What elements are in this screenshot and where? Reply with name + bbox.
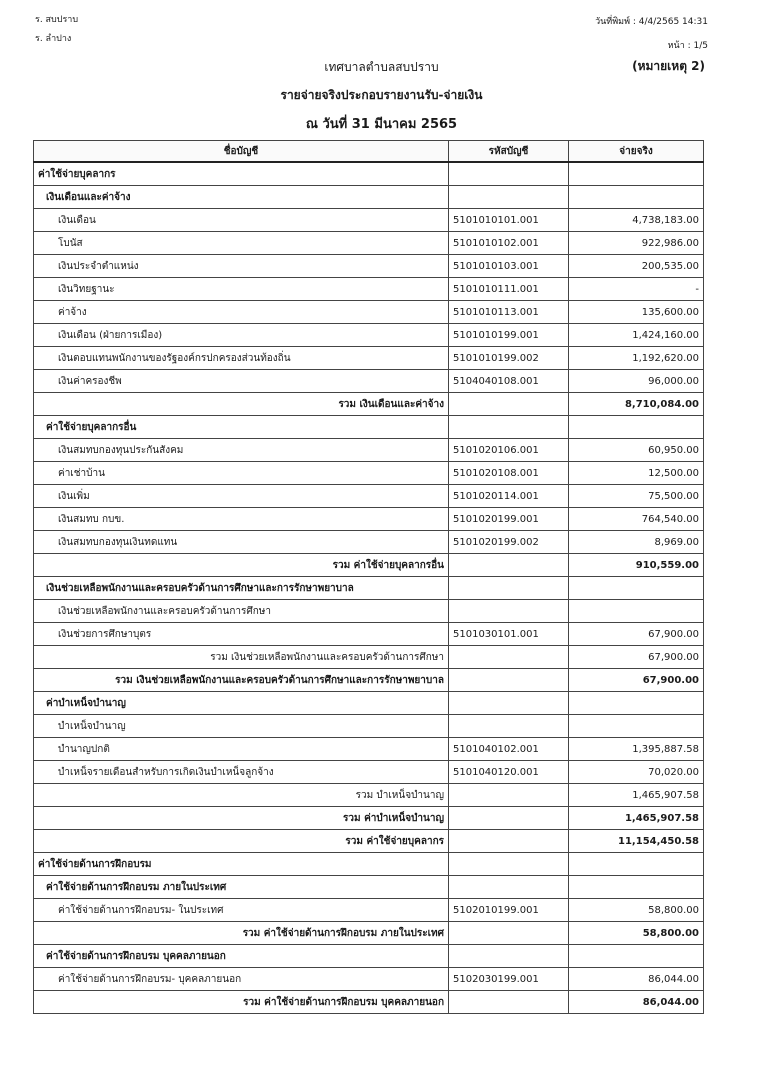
note-label: (หมายเหตุ 2) <box>632 59 705 73</box>
account-code: 5101040102.001 <box>449 738 569 761</box>
account-code: 5101010111.001 <box>449 278 569 301</box>
table-row-item <box>34 761 704 784</box>
amount <box>569 876 704 899</box>
account-name: ค่าใช้จ่ายด้านการฝึกอบรม- บุคคลภายนอก <box>34 968 449 991</box>
amount: 1,465,907.58 <box>569 807 704 830</box>
account-code: 5101010113.001 <box>449 301 569 324</box>
account-name: เงินเดือน (ฝ่ายการเมือง) <box>34 324 449 347</box>
account-name: เงินค่าครองชีพ <box>34 370 449 393</box>
amount <box>569 715 704 738</box>
account-code <box>449 784 569 807</box>
account-name: บำเหน็จรายเดือนสำหรับการเกิดเงินบำเหน็จลูกจ้าง <box>34 761 449 784</box>
account-code: 5104040108.001 <box>449 370 569 393</box>
account-code <box>449 669 569 692</box>
amount: 86,044.00 <box>569 968 704 991</box>
amount: 70,020.00 <box>569 761 704 784</box>
table-row-section <box>34 162 704 186</box>
account-code <box>449 715 569 738</box>
table-row-plain <box>34 600 704 623</box>
amount <box>569 416 704 439</box>
print-date: วันที่พิมพ์ : 4/4/2565 14:31 <box>595 17 708 27</box>
account-name: เงินสมทบกองทุนเงินทดแทน <box>34 531 449 554</box>
report-table <box>33 140 704 1014</box>
account-name: ค่าใช้จ่ายด้านการฝึกอบรม <box>34 853 449 876</box>
account-name: เงินเพิ่ม <box>34 485 449 508</box>
amount: 60,950.00 <box>569 439 704 462</box>
account-name: ค่าใช้จ่ายด้านการฝึกอบรม- ในประเทศ <box>34 899 449 922</box>
amount: 58,800.00 <box>569 899 704 922</box>
table-row-total <box>34 393 704 416</box>
report-date: ณ วันที่ 31 มีนาคม 2565 <box>305 117 458 132</box>
account-code: 5101010199.002 <box>449 347 569 370</box>
account-name: รวม เงินช่วยเหลือพนักงานและครอบครัวด้านการศึกษาและการรักษาพยาบาล <box>34 669 449 692</box>
table-row-item <box>34 508 704 531</box>
amount: 12,500.00 <box>569 462 704 485</box>
account-code: 5101020108.001 <box>449 462 569 485</box>
amount: 8,710,084.00 <box>569 393 704 416</box>
account-name: บำเหน็จบำนาญ <box>34 715 449 738</box>
table-row-total <box>34 554 704 577</box>
column-header-name: ชื่อบัญชี <box>34 141 449 163</box>
account-name: ค่าจ้าง <box>34 301 449 324</box>
account-code <box>449 393 569 416</box>
account-name: เงินประจำตำแหน่ง <box>34 255 449 278</box>
account-name: รวม ค่าใช้จ่ายด้านการฝึกอบรม บุคคลภายนอก <box>34 991 449 1014</box>
table-row-item <box>34 301 704 324</box>
table-row-item <box>34 439 704 462</box>
amount: 1,465,907.58 <box>569 784 704 807</box>
table-row-subtotal <box>34 784 704 807</box>
account-name: เงินสมทบกองทุนประกันสังคม <box>34 439 449 462</box>
table-row-item <box>34 347 704 370</box>
amount: 1,424,160.00 <box>569 324 704 347</box>
organization-name: เทศบาลตำบลสบปราบ <box>324 60 439 74</box>
account-code <box>449 600 569 623</box>
table-row-item <box>34 370 704 393</box>
amount: 8,969.00 <box>569 531 704 554</box>
account-code: 5101040120.001 <box>449 761 569 784</box>
amount: 67,900.00 <box>569 669 704 692</box>
account-code: 5101020199.002 <box>449 531 569 554</box>
table-row-section <box>34 692 704 715</box>
account-code <box>449 577 569 600</box>
account-code <box>449 416 569 439</box>
page-number: หน้า : 1/5 <box>667 41 708 51</box>
table-row-section <box>34 416 704 439</box>
amount: 67,900.00 <box>569 623 704 646</box>
amount: 922,986.00 <box>569 232 704 255</box>
account-code: 5101010103.001 <box>449 255 569 278</box>
account-name: เงินวิทยฐานะ <box>34 278 449 301</box>
account-code <box>449 876 569 899</box>
account-code <box>449 646 569 669</box>
table-row-item <box>34 531 704 554</box>
account-code: 5102010199.001 <box>449 899 569 922</box>
account-name: โบนัส <box>34 232 449 255</box>
account-code <box>449 162 569 186</box>
table-row-plain <box>34 715 704 738</box>
amount <box>569 692 704 715</box>
account-code <box>449 945 569 968</box>
table-row-section <box>34 186 704 209</box>
amount <box>569 162 704 186</box>
table-row-total <box>34 669 704 692</box>
account-name: รวม บำเหน็จบำนาญ <box>34 784 449 807</box>
report-body <box>34 162 704 1014</box>
account-code: 5102030199.001 <box>449 968 569 991</box>
header-left-line2: ร. ลำปาง <box>35 34 72 44</box>
account-name: ค่าเช่าบ้าน <box>34 462 449 485</box>
amount: 4,738,183.00 <box>569 209 704 232</box>
amount: 910,559.00 <box>569 554 704 577</box>
account-name: เงินช่วยการศึกษาบุตร <box>34 623 449 646</box>
table-row-total <box>34 991 704 1014</box>
amount: 86,044.00 <box>569 991 704 1014</box>
account-name: เงินตอบแทนพนักงานของรัฐองค์กรปกครองส่วนท้องถิ่น <box>34 347 449 370</box>
column-header-code: รหัสบัญชี <box>449 141 569 163</box>
table-row-item <box>34 899 704 922</box>
account-name: เงินช่วยเหลือพนักงานและครอบครัวด้านการศึกษา <box>34 600 449 623</box>
column-header-amount: จ่ายจริง <box>569 141 704 163</box>
table-row-item <box>34 209 704 232</box>
account-code: 5101010101.001 <box>449 209 569 232</box>
account-name: รวม เงินเดือนและค่าจ้าง <box>34 393 449 416</box>
table-row-item <box>34 232 704 255</box>
table-row-item <box>34 462 704 485</box>
account-name: ค่าบำเหน็จบำนาญ <box>34 692 449 715</box>
account-code <box>449 692 569 715</box>
account-code: 5101020199.001 <box>449 508 569 531</box>
account-name: รวม ค่าใช้จ่ายด้านการฝึกอบรม ภายในประเทศ <box>34 922 449 945</box>
table-row-total <box>34 807 704 830</box>
table-row-section <box>34 876 704 899</box>
amount <box>569 945 704 968</box>
account-name: บำนาญปกติ <box>34 738 449 761</box>
account-name: ค่าใช้จ่ายบุคลากรอื่น <box>34 416 449 439</box>
amount <box>569 577 704 600</box>
account-code <box>449 991 569 1014</box>
table-row-item <box>34 623 704 646</box>
account-code: 5101030101.001 <box>449 623 569 646</box>
account-code <box>449 922 569 945</box>
account-code: 5101020106.001 <box>449 439 569 462</box>
amount: - <box>569 278 704 301</box>
account-code <box>449 830 569 853</box>
table-row-item <box>34 324 704 347</box>
amount: 58,800.00 <box>569 922 704 945</box>
table-row-section <box>34 577 704 600</box>
account-name: เงินช่วยเหลือพนักงานและครอบครัวด้านการศึกษาและการรักษาพยาบาล <box>34 577 449 600</box>
account-code <box>449 853 569 876</box>
table-row-section <box>34 945 704 968</box>
account-name: รวม ค่าใช้จ่ายบุคลากรอื่น <box>34 554 449 577</box>
table-row-section <box>34 853 704 876</box>
amount <box>569 600 704 623</box>
table-row-total <box>34 830 704 853</box>
report-title: รายจ่ายจริงประกอบรายงานรับ-จ่ายเงิน <box>280 88 483 102</box>
amount: 67,900.00 <box>569 646 704 669</box>
account-code: 5101020114.001 <box>449 485 569 508</box>
account-code <box>449 807 569 830</box>
table-row-item <box>34 968 704 991</box>
amount: 1,192,620.00 <box>569 347 704 370</box>
account-name: เงินเดือนและค่าจ้าง <box>34 186 449 209</box>
account-code: 5101010199.001 <box>449 324 569 347</box>
table-row-total <box>34 922 704 945</box>
amount: 75,500.00 <box>569 485 704 508</box>
amount: 11,154,450.58 <box>569 830 704 853</box>
account-name: เงินสมทบ กบข. <box>34 508 449 531</box>
account-name: ค่าใช้จ่ายด้านการฝึกอบรม บุคคลภายนอก <box>34 945 449 968</box>
table-row-item <box>34 738 704 761</box>
account-code <box>449 186 569 209</box>
account-code <box>449 554 569 577</box>
amount: 96,000.00 <box>569 370 704 393</box>
account-name: ค่าใช้จ่ายด้านการฝึกอบรม ภายในประเทศ <box>34 876 449 899</box>
table-row-subtotal <box>34 646 704 669</box>
table-header-row <box>34 141 704 163</box>
account-name: ค่าใช้จ่ายบุคลากร <box>34 162 449 186</box>
account-name: รวม เงินช่วยเหลือพนักงานและครอบครัวด้านการศึกษา <box>34 646 449 669</box>
account-name: เงินเดือน <box>34 209 449 232</box>
table-row-item <box>34 278 704 301</box>
header-left-line1: ร. สบปราบ <box>35 15 79 25</box>
amount: 1,395,887.58 <box>569 738 704 761</box>
amount <box>569 186 704 209</box>
amount: 764,540.00 <box>569 508 704 531</box>
amount: 200,535.00 <box>569 255 704 278</box>
table-row-item <box>34 485 704 508</box>
table-row-item <box>34 255 704 278</box>
account-code: 5101010102.001 <box>449 232 569 255</box>
amount: 135,600.00 <box>569 301 704 324</box>
account-name: รวม ค่าใช้จ่ายบุคลากร <box>34 830 449 853</box>
amount <box>569 853 704 876</box>
account-name: รวม ค่าบำเหน็จบำนาญ <box>34 807 449 830</box>
